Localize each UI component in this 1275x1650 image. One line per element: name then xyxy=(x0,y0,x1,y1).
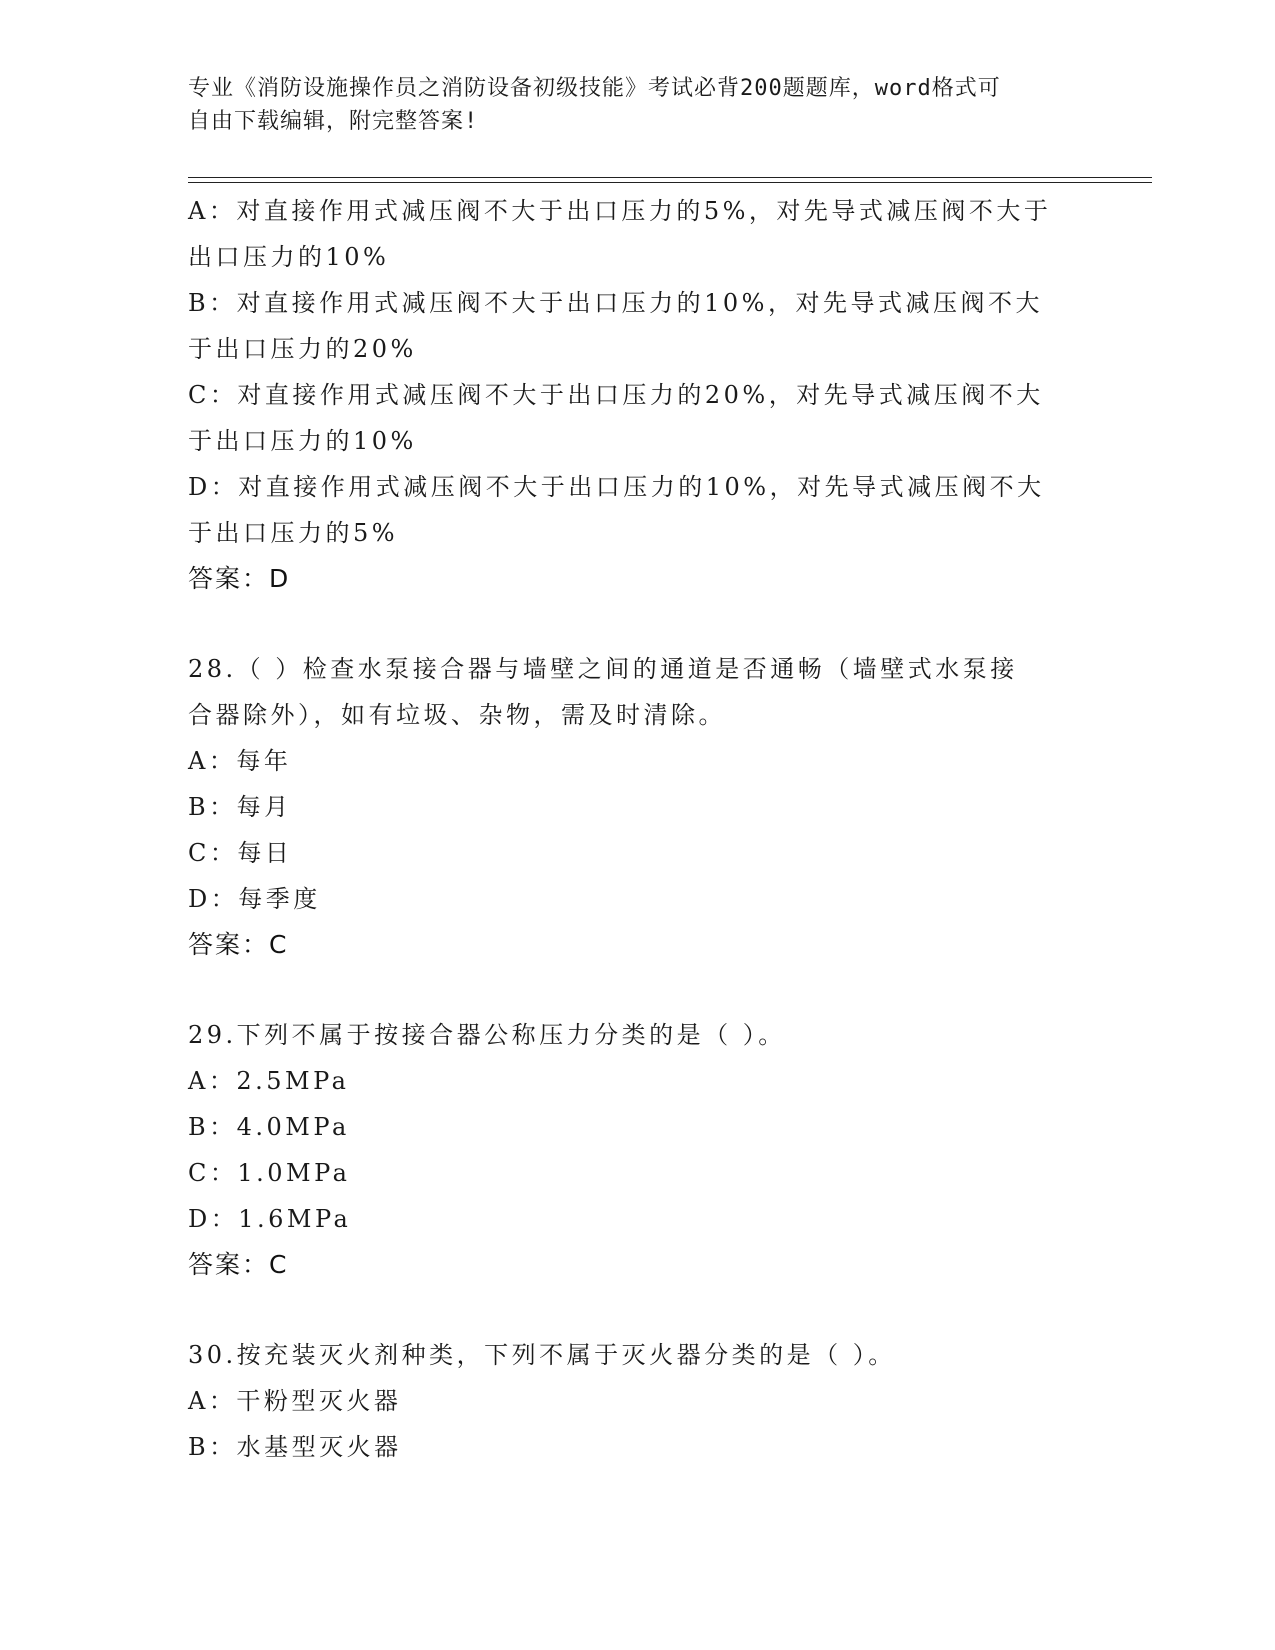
header-divider-bottom xyxy=(188,182,1152,183)
q28-option-c: C：每日 xyxy=(188,839,293,867)
question-27 xyxy=(188,188,1088,602)
question-28 xyxy=(188,646,1088,968)
q27-option-b-line-2: 于出口压力的20% xyxy=(188,335,417,363)
q30-option-a: A：干粉型灭火器 xyxy=(188,1387,402,1415)
q27-option-a-line-1: A：对直接作用式减压阀不大于出口压力的5%，对先导式减压阀不大于 xyxy=(188,197,1052,225)
q29-answer: 答案：C xyxy=(188,1250,289,1279)
q27-answer: 答案：D xyxy=(188,564,291,593)
q28-answer: 答案：C xyxy=(188,930,289,959)
spacer xyxy=(188,968,1088,1012)
q27-option-d-line-2: 于出口压力的5% xyxy=(188,519,399,547)
q29-option-b: B：4.0MPa xyxy=(188,1113,350,1141)
q27-option-b-line-1: B：对直接作用式减压阀不大于出口压力的10%，对先导式减压阀不大 xyxy=(188,289,1043,317)
header-line-1: 专业《消防设施操作员之消防设备初级技能》考试必背200题题库，word格式可 xyxy=(188,76,1001,101)
question-content xyxy=(188,188,1088,1470)
document-header xyxy=(188,72,1068,138)
q29-stem: 29.下列不属于按接合器公称压力分类的是（ ）。 xyxy=(188,1021,786,1049)
q27-option-c-line-2: 于出口压力的10% xyxy=(188,427,417,455)
header-divider-top xyxy=(188,177,1152,178)
q29-option-c: C：1.0MPa xyxy=(188,1159,351,1187)
q28-option-a: A：每年 xyxy=(188,747,292,775)
q27-option-a-line-2: 出口压力的10% xyxy=(188,243,390,271)
q29-option-a: A：2.5MPa xyxy=(188,1067,350,1095)
spacer xyxy=(188,602,1088,646)
q28-stem-line-2: 合器除外），如有垃圾、杂物，需及时清除。 xyxy=(188,701,726,729)
q27-option-d-line-1: D：对直接作用式减压阀不大于出口压力的10%，对先导式减压阀不大 xyxy=(188,473,1045,501)
question-29 xyxy=(188,1012,1088,1288)
q29-option-d: D：1.6MPa xyxy=(188,1205,352,1233)
q28-option-b: B：每月 xyxy=(188,793,292,821)
q30-option-b: B：水基型灭火器 xyxy=(188,1433,402,1461)
q27-option-c-line-1: C：对直接作用式减压阀不大于出口压力的20%，对先导式减压阀不大 xyxy=(188,381,1044,409)
q28-option-d: D：每季度 xyxy=(188,885,321,913)
q28-stem-line-1: 28.（ ）检查水泵接合器与墙壁之间的通道是否通畅（墙壁式水泵接 xyxy=(188,655,1018,683)
spacer xyxy=(188,1288,1088,1332)
question-30 xyxy=(188,1332,1088,1470)
q30-stem: 30.按充装灭火剂种类，下列不属于灭火器分类的是（ ）。 xyxy=(188,1341,896,1369)
header-line-2: 自由下载编辑，附完整答案! xyxy=(188,109,479,134)
